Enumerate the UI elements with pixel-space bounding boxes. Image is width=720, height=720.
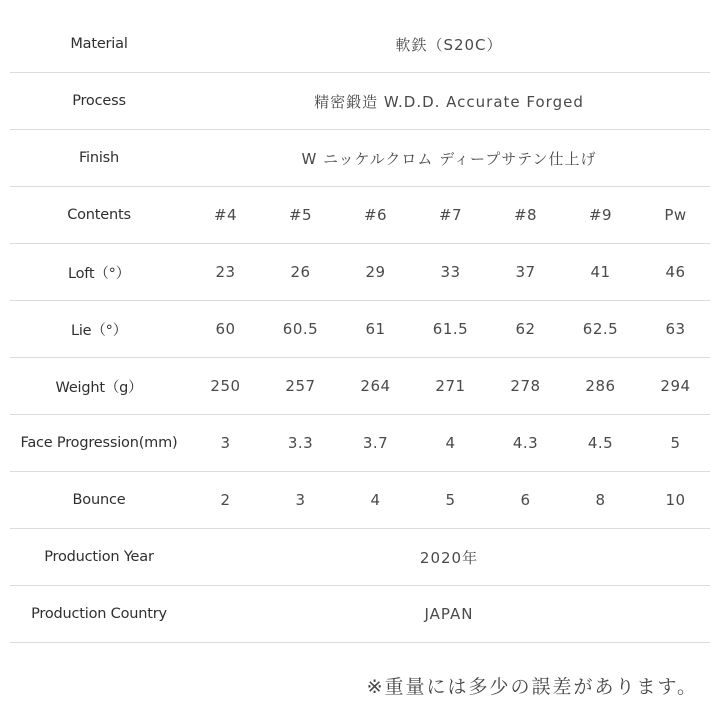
bounce-cell: 3	[295, 491, 306, 509]
material-value: 軟鉄（S20C）	[395, 35, 503, 54]
production-year-label: Production Year	[44, 549, 154, 565]
weight-tolerance-note: ※重量には多少の誤差があります。	[366, 676, 698, 698]
production-country-label: Production Country	[31, 606, 167, 622]
lie-cell: 61.5	[432, 320, 469, 338]
material-label: Material	[70, 36, 128, 52]
face-progression-cell: 4.3	[512, 434, 539, 452]
loft-cell: 23	[215, 263, 236, 281]
face-progression-row	[10, 415, 710, 472]
lie-cell: 61	[365, 320, 386, 338]
weight-cells	[188, 377, 713, 395]
lie-cell: 63	[665, 320, 686, 338]
lie-cell: 60	[215, 320, 236, 338]
weight-cell: 278	[510, 377, 541, 395]
contents-cell: Pw	[664, 206, 687, 224]
loft-cell: 29	[365, 263, 386, 281]
finish-label: Finish	[78, 150, 120, 166]
weight-cell: 257	[285, 377, 316, 395]
lie-cell: 62	[515, 320, 536, 338]
spec-table	[10, 16, 710, 643]
face-progression-cell: 3.3	[287, 434, 314, 452]
bounce-cell: 6	[520, 491, 531, 509]
contents-cell: #5	[288, 206, 313, 224]
loft-label: Loft（°）	[67, 265, 131, 282]
face-progression-cell: 5	[670, 434, 681, 452]
weight-cell: 286	[585, 377, 616, 395]
production-country-row	[10, 586, 710, 643]
material-row	[10, 16, 710, 73]
bounce-cell: 4	[370, 491, 381, 509]
contents-row	[10, 187, 710, 244]
production-year-value: 2020年	[419, 548, 479, 567]
loft-cell: 46	[665, 263, 686, 281]
weight-cell: 271	[435, 377, 466, 395]
contents-cell: #8	[513, 206, 538, 224]
weight-label: Weight（g）	[55, 379, 143, 396]
lie-cell: 60.5	[282, 320, 319, 338]
process-row	[10, 73, 710, 130]
weight-row	[10, 358, 710, 415]
bounce-cell: 8	[595, 491, 606, 509]
loft-cell: 37	[515, 263, 536, 281]
bounce-cell: 2	[220, 491, 231, 509]
contents-cell: #4	[213, 206, 238, 224]
weight-cell: 264	[360, 377, 391, 395]
lie-row	[10, 301, 710, 358]
contents-cell: #6	[363, 206, 388, 224]
contents-cell: #7	[438, 206, 463, 224]
face-progression-cell: 4.5	[587, 434, 614, 452]
process-value: 精密鍛造 W.D.D. Accurate Forged	[314, 92, 584, 111]
lie-cell: 62.5	[582, 320, 619, 338]
loft-cells	[188, 263, 713, 281]
face-progression-cell: 3	[220, 434, 231, 452]
production-year-row	[10, 529, 710, 586]
contents-cell: #9	[588, 206, 613, 224]
contents-label: Contents	[67, 207, 131, 223]
weight-cell: 294	[660, 377, 691, 395]
loft-cell: 41	[590, 263, 611, 281]
finish-value: W ニッケルクロム ディープサテン仕上げ	[301, 149, 597, 168]
production-country-value: JAPAN	[424, 605, 474, 623]
bounce-row	[10, 472, 710, 529]
face-progression-cell: 3.7	[362, 434, 389, 452]
face-progression-cells	[188, 434, 713, 452]
process-label: Process	[72, 93, 126, 109]
contents-cells	[188, 206, 713, 224]
bounce-cells	[188, 491, 713, 509]
face-progression-label: Face Progression(mm)	[20, 435, 178, 451]
bounce-label: Bounce	[72, 492, 126, 508]
loft-row	[10, 244, 710, 301]
weight-cell: 250	[210, 377, 241, 395]
lie-cells	[188, 320, 713, 338]
loft-cell: 33	[440, 263, 461, 281]
face-progression-cell: 4	[445, 434, 456, 452]
bounce-cell: 10	[665, 491, 686, 509]
finish-row	[10, 130, 710, 187]
lie-label: Lie（°）	[70, 322, 128, 339]
bounce-cell: 5	[445, 491, 456, 509]
loft-cell: 26	[290, 263, 311, 281]
